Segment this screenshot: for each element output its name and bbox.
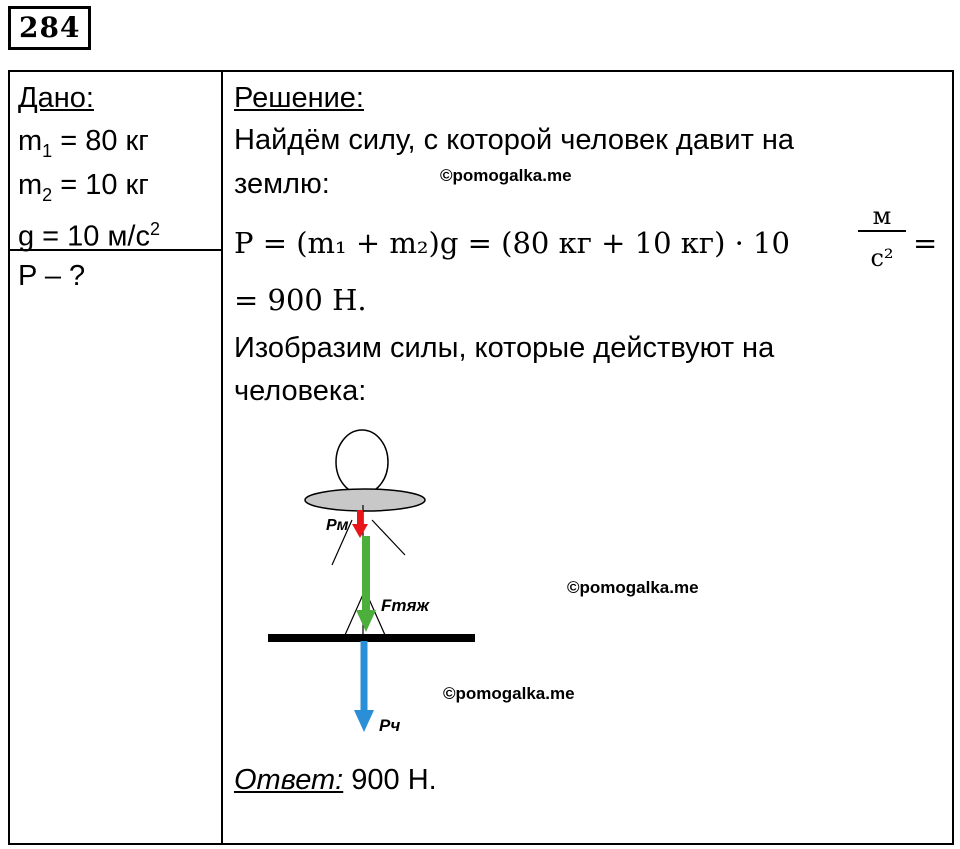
given-title: Дано: — [18, 82, 94, 114]
solution-line-1: Найдём силу, с которой человек давит на — [234, 124, 795, 156]
formula-main: P = (m₁ + m₂)g = (80 кг + 10 кг) · 10 — [234, 226, 790, 260]
ground-line — [268, 634, 475, 642]
formula-fraction-denominator: с² — [870, 244, 894, 272]
formula-result: = 900 Н. — [234, 283, 367, 317]
solution-line-4: человека: — [234, 375, 367, 407]
given-m2: $m_2 = 10$ кг — [18, 169, 149, 205]
solution-title: Решение: — [234, 82, 364, 114]
watermark-3: ©pomogalka.me — [443, 684, 575, 703]
arrow-pch — [354, 710, 374, 732]
label-pm: Pм — [326, 517, 349, 534]
given-find: P – ? — [18, 260, 86, 292]
label-pch: Pч — [379, 716, 401, 735]
arrow-pm — [352, 524, 368, 538]
solution-line-2: землю: — [234, 168, 330, 200]
given-g: g = 10 $м/с^2$ — [18, 219, 161, 253]
person-disk — [305, 489, 425, 511]
watermark-1: ©pomogalka.me — [440, 166, 572, 185]
formula-equals: = — [913, 226, 938, 260]
answer: Ответ: 900 Н. — [234, 764, 437, 796]
problem-number: 284 — [8, 6, 91, 50]
formula-fraction-numerator: м — [858, 202, 906, 232]
solution-line-3: Изобразим силы, которые действуют на — [234, 332, 775, 364]
arrow-ftyazh — [356, 610, 376, 632]
given-m1: $m_1 = 80$ кг — [18, 125, 149, 161]
watermark-2: ©pomogalka.me — [567, 578, 699, 597]
label-ftyazh: Fтяж — [381, 596, 430, 615]
person-head — [336, 430, 388, 494]
